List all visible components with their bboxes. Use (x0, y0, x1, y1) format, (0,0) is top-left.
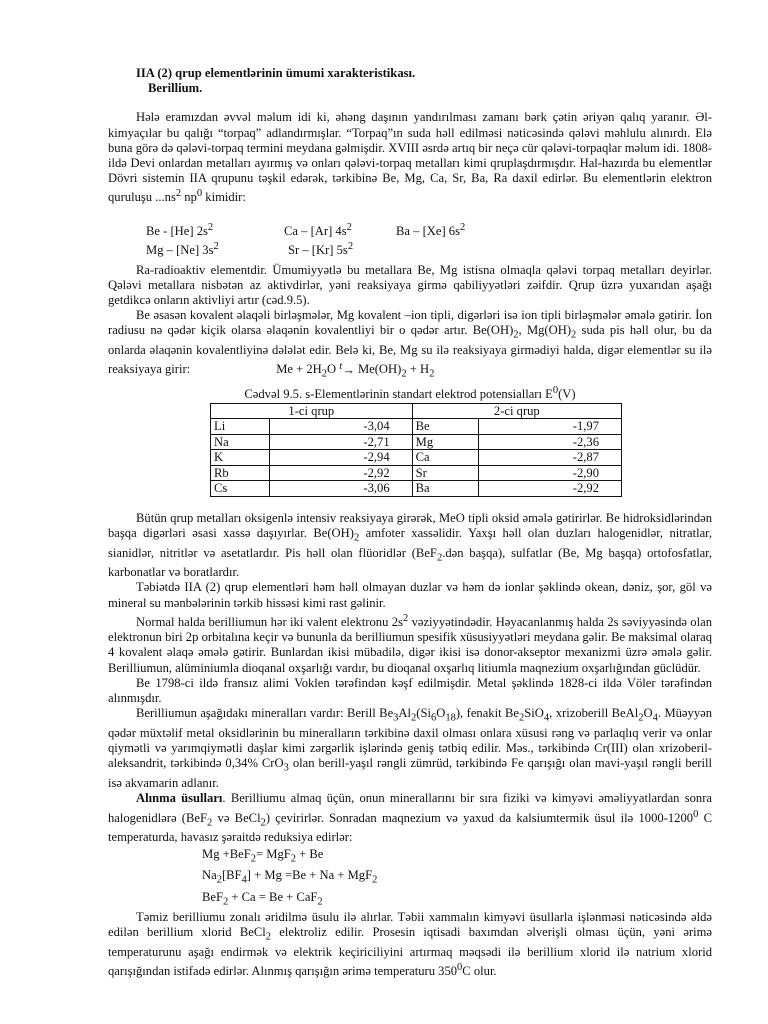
reaction-1: Mg +BeF$_2$= MgF$_2$ + Be (202, 846, 324, 865)
paragraph-intro: Hələ eramızdan əvvəl məlum idi ki, əhəng daşının yandırılması zamanı bərk çətin əriyən qalıq yaranır. Əl-kimyaçılar bu qalığı “torpaq” adlandırmışlar. “Torpaq”ın suda həll edilməsi nəticəsində qələvi məhlulu alınırdı. Elə buna görə də qələvi-torpaq termini meydana gəlmişdir. XVIII əsrdə artıq bir neçə cür qələvi-torpaqlar məlum idi. 1808-ildə Devi onlardan metalları ayırmış və onları qələvi-torpaq metalları kimi qruplaşdırmışdır. Hal-hazırda bu elementlər Dövri sistemin IIA qrupunu təşkil edərək, tərkibinə Be, Mg, Ca, Sr, Ba, Ra daxil edirlər. Bu elementlərin elektron quruluşu $...ns^2$ $np^0$ kimidir: (108, 110, 712, 205)
table-cell: -1,97 (479, 419, 622, 435)
group-1-header: 1-ci qrup (211, 403, 413, 419)
table-header-row (211, 403, 622, 419)
paragraph-radioactive: Ra-radioaktiv elementdir. Ümumiyyətlə bu metallara Be, Mg istisna olmaqla qələvi torpaq metalları deyirlər. Qələvi metallara nisbətən az aktivdirlər, yəni reaksiyaya girmə qabiliyyətləri zəifdir. Qrup üzrə yuxarıdan aşağı getdikcə onların aktivliyi artır (cəd.9.5). (108, 262, 712, 307)
table-row (211, 481, 622, 497)
table-cell: Ba (412, 481, 479, 497)
document-page (108, 66, 712, 980)
group-2-header: 2-ci qrup (412, 403, 621, 419)
table-cell: -2,87 (479, 450, 622, 466)
water-reaction-equation: $Me + 2H_2O$ $^t\to Me(OH)_2 + H_2$ (276, 360, 435, 381)
table-cell: -2,92 (479, 481, 622, 497)
reaction-2: $Na_2[BF_4] + Mg =Be + Na + MgF_2$ (202, 868, 378, 886)
table-cell: Cs (211, 481, 270, 497)
table-cell: Na (211, 434, 270, 450)
table-cell: K (211, 450, 270, 466)
config-ba: Ba – [Xe] $6s^2$ (396, 221, 466, 238)
table-cell: Be (412, 419, 479, 435)
table-cell: Sr (412, 465, 479, 481)
table-row (211, 419, 622, 435)
paragraph-occurrence: Təbiətdə IIA (2) qrup elementləri həm həll olmayan duzlar və həm də ionlar şəklində okean, dəniz, şor, göl və mineral su mənbələrinin tərkib hissəsi kimi rast gəlinir. (108, 580, 712, 610)
table-caption: Cədvəl 9.5. s-Elementlərinin standart elektrod potensialları $E^0(V)$ (244, 385, 576, 402)
table-cell: Mg (412, 434, 479, 450)
table-cell: -2,90 (479, 465, 622, 481)
paragraph-oxides: Bütün qrup metalları oksigenlə intensiv reaksiyaya girərək, MeO tipli oksid əmələ gətirirlər. Be hidroksidlərindən başqa digərləri əsasi xassə daşıyırlar. $Be(OH)_2$ amfoter xassəlidir. Yaxşı həll olan duzları halogenidlər, nitratlar, sianidlər, nitritlər və asetatlardır. Pis həll olan flüoridlər (BeF$_2$.dən başqa), sulfatlar (Be, Mg başqa) ortofosfatlar, karbonatlar və boratlardır. (108, 510, 712, 580)
paragraph-minerals: Berilliumun aşağıdakı mineralları vardır: Berill $Be_3Al_2(Si_6O_{18})$, fenakit $Be_2SiO_4$, xrizoberill $BeAl_2O_4$. Müəyyən qədər müxtəlif metal oksidlərinin bu mineralların tərkibinə daxil olması onlara xüsusi rəng və parlaqlıq verir və onlar qiymətli və yarımqiymətli daşlar kimi zərgərlik işlərində geniş tətbiq edilir. Məs., tərkibində Cr(III) olan xrizoberil-aleksandrit, tərkibində 0,34% CrO$_3$ olan berill-yaşıl rəngli zümrüd, tərkibində Fe qarışığı olan mavi-yaşıl rəngli berill isə akvamarin adlanır. (108, 706, 713, 791)
electrode-potential-table (210, 403, 622, 497)
production-heading: Alınma üsulları (136, 791, 223, 806)
paragraph-purification: Təmiz berilliumu zonalı əridilmə üsulu ilə alırlar. Təbii xammalın kimyəvi üsullarla işlənməsi nəticəsində əldə edilən berillium xlorid BeCl$_2$ elektroliz edilir. Prosesin iqtisadi baxımdan əlverişli olması üçün, yəni ərimə temperaturunu aşağı endirmək və elektrik keçiriciliyini artırmaq məqsədi ilə berillium xlorid ilə natrium xlorid qarışığından istifadə edirlər. Alınmış qarışığın ərimə temperaturu $350^0C$ olur. (108, 910, 712, 979)
paragraph-discovery: Be 1798-ci ildə fransız alimi Voklen tərəfindən kəşf edilmişdir. Metal şəklində 1828-ci ildə Völer tərəfindən alınmışdır. (108, 675, 712, 706)
table-cell: Rb (211, 465, 270, 481)
paragraph-production: Alınma üsulları. Berilliumu almaq üçün, onun minerallarını bir sıra fiziki və kimyəvi əməliyyatlardan sonra halogenidlərə (BeF$_2$ və BeCl$_2$) çevirirlər. Sonradan maqnezium və yaxud da kalsiumtermik üsul ilə 1000-1200$^0$ C temperaturda, havasız şəraitdə reduksiya edirlər: (108, 791, 712, 845)
paragraph-bonding: Be əsasən kovalent əlaqəli birləşmələr, Mg kovalent –ion tipli, digərləri isə ion tipli birləşmələr əmələ gətirir. İon radiusu nə qədər kiçik olarsa əlaqənin kovalentliyi bir o qədər artır. $Be(OH)_2$, $Mg(OH)_2$ suda pis həll olur, bu da onlarda əlaqənin kovalentliyinə dələlət edir. Belə ki, Be, Mg su ilə reaksiyaya girmədiyi halda, digər elementlər su ilə reaksiyaya girir: $Me + 2H_2O$ $^t\to Me(OH)_2 + H_2$ (108, 308, 712, 382)
table-row (211, 450, 622, 466)
reduction-reactions (202, 846, 712, 911)
config-ca: Ca – [Ar] $4s^2$ (284, 221, 352, 238)
table-cell: Ca (412, 450, 479, 466)
table-cell: -3,06 (270, 481, 412, 497)
table-cell: -2,94 (270, 450, 412, 466)
electron-configurations (146, 220, 712, 259)
table-cell: -2,92 (270, 465, 412, 481)
config-mg: Mg – [Ne] $3s^2$ (146, 241, 219, 258)
section-subtitle: Berillium. (148, 81, 203, 96)
reaction-3: BeF$_2$ + Ca = Be + CaF$_2$ (202, 889, 323, 908)
config-be: Be - [He] $2s^2$ (146, 221, 214, 238)
table-row (211, 434, 622, 450)
table-cell: -3,04 (270, 419, 412, 435)
table-row (211, 465, 622, 481)
table-cell: -2,36 (479, 434, 622, 450)
config-sr: Sr – [Kr] $5s^2$ (288, 241, 354, 258)
table-cell: Li (211, 419, 270, 435)
heat-arrow: $^t$→ (339, 360, 355, 377)
page-title: IIA (2) qrup elementlərinin ümumi xarakteristikası. (136, 66, 416, 80)
paragraph-electrons: Normal halda berilliumun hər iki valent elektronu $2s^2$ vəziyyətindədir. Həyacanlanmış halda 2s səviyyəsində olan elektronun biri 2p orbitalına keçir və bununla da berilliumun spesifik xüsusiyyətləri meydana gəlir. Be maksimal olaraq 4 kovalent əlaqə əmələ gətirir. Bunlardan ikisi mübadilə, digər ikisi isə donor-akseptor mexanizmi üzrə əmələ gəlir. Berilliumun, alüminiumla dioqanal oxşarlığı vardır, bu dioqanal oxşarlıq litiumla maqnezium oxşarlığından güclüdür. (108, 612, 712, 675)
table-cell: -2,71 (270, 434, 412, 450)
